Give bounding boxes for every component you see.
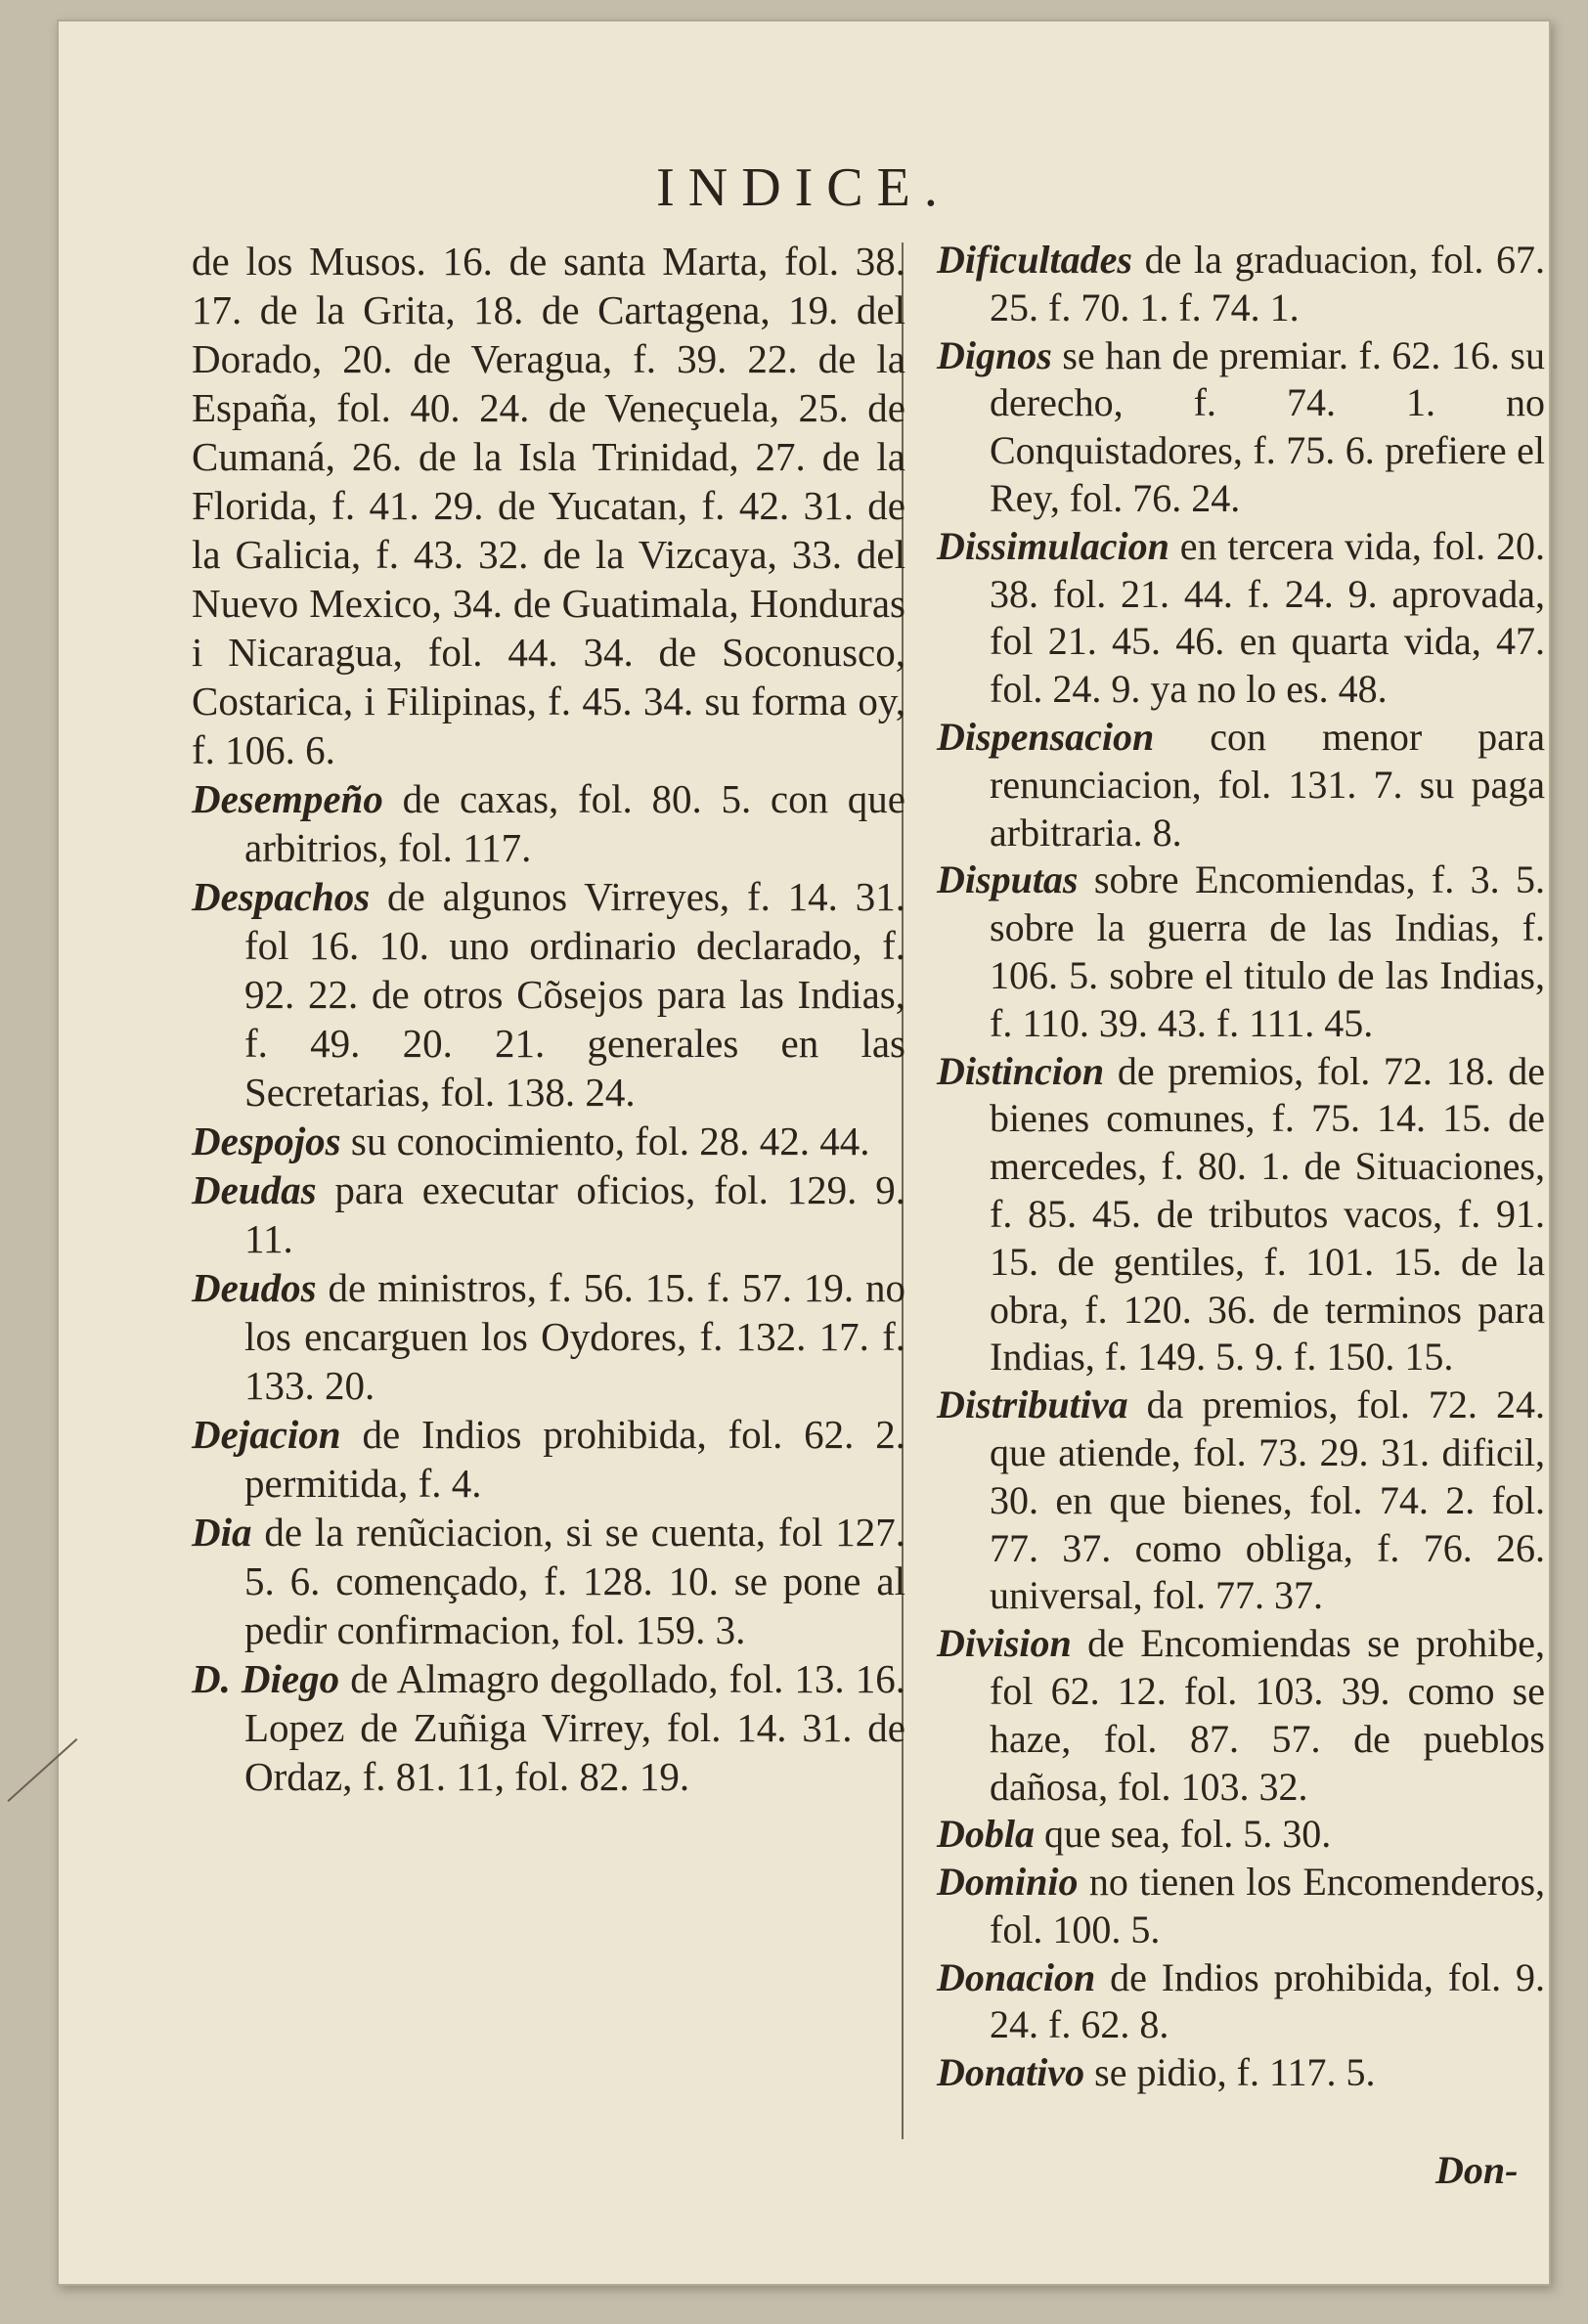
index-entry — [192, 1117, 905, 1165]
index-entry — [192, 1165, 905, 1263]
index-term: Despojos — [192, 1118, 341, 1164]
index-entry — [192, 872, 905, 1117]
index-term: Donacion — [937, 1954, 1096, 1999]
index-term: Dia — [192, 1510, 252, 1556]
index-term: D. Diego — [192, 1656, 340, 1702]
index-term: Dispensacion — [937, 714, 1155, 759]
index-term: Desempeño — [192, 776, 383, 822]
index-term: Dobla — [937, 1812, 1035, 1857]
index-entry — [937, 1954, 1545, 2050]
index-entry — [937, 332, 1545, 523]
index-text: de Encomiendas se prohibe, fol 62. 12. fol. 103. 39. como se haze, fol. 87. 57. de pueblos dañosa, fol. 103. 32. — [990, 1621, 1546, 1809]
index-text: de la renũciacion, si se cuenta, fol 127. 5. 6. començado, f. 128. 10. se pone al pedir confirmacion, fol. 159. 3. — [244, 1510, 906, 1653]
index-text: que sea, fol. 5. 30. — [1044, 1812, 1332, 1857]
index-text: de la graduacion, fol. 67. 25. f. 70. 1. f. 74. 1. — [990, 238, 1546, 329]
index-text: de caxas, fol. 80. 5. con que arbitrios, fol. 117. — [244, 776, 906, 871]
index-text: para executar oficios, fol. 129. 9. 11. — [244, 1167, 905, 1262]
index-term: Division — [937, 1621, 1072, 1666]
index-entry — [937, 237, 1545, 332]
left-column — [192, 237, 905, 1802]
index-term: Deudos — [192, 1265, 317, 1311]
index-term: Distincion — [937, 1048, 1105, 1093]
index-term: Despachos — [192, 874, 371, 920]
index-entry — [192, 774, 905, 872]
index-entry — [937, 1811, 1545, 1859]
index-text: de Indios prohibida, fol. 9. 24. f. 62. 8. — [990, 1954, 1545, 2047]
index-entry — [937, 2049, 1545, 2097]
right-column — [937, 237, 1545, 2097]
index-entry — [192, 1263, 905, 1410]
index-term: Dignos — [937, 332, 1052, 377]
index-term: Disputas — [937, 857, 1079, 902]
index-text: en tercera vida, fol. 20. 38. fol. 21. 44. f. 24. 9. aprovada, fol 21. 45. 46. en quarta vida, 47. fol. 24. 9. ya no lo es. 48. — [990, 523, 1546, 712]
book-page — [57, 20, 1551, 2286]
index-text: de ministros, f. 56. 15. f. 57. 19. no los encarguen los Oydores, f. 132. 17. f. 133. 20. — [244, 1265, 906, 1409]
index-entry — [192, 237, 905, 774]
catchword: Don- — [1435, 2148, 1519, 2192]
index-entry — [192, 1410, 905, 1508]
index-term: Dissimulacion — [937, 523, 1169, 568]
index-text: su conocimiento, fol. 28. 42. 44. — [350, 1118, 870, 1164]
index-text: de premios, fol. 72. 18. de bienes comunes, f. 75. 14. 15. de mercedes, f. 80. 1. de Situaciones, f. 85. 45. de tributos vacos, f. 91. 15. de gentiles, f. 101. 15. de la obra, f. 120. 36. de terminos para Indias, f. 149. 5. 9. f. 150. 15. — [990, 1048, 1545, 1380]
index-entry — [937, 1048, 1545, 1382]
index-term: Dejacion — [192, 1412, 341, 1458]
index-entry — [192, 1654, 905, 1801]
index-text: de Almagro degollado, fol. 13. 16. Lopez de Zuñiga Virrey, fol. 14. 31. de Ordaz, f. 81. 11, fol. 82. 19. — [244, 1656, 905, 1800]
index-entry — [937, 523, 1545, 714]
index-text: no tienen los Encomenderos, fol. 100. 5. — [990, 1860, 1546, 1951]
index-text: de los Musos. 16. de santa Marta, fol. 38. 17. de la Grita, 18. de Cartagena, 19. del Dorado, 20. de Veragua, f. 39. 22. de la España, fol. 40. 24. de Veneçuela, 25. de Cumaná, 26. de la Isla Trinidad, 27. de la Florida, f. 41. 29. de Yucatan, f. 42. 31. de la Galicia, f. 43. 32. de la Vizcaya, 33. del Nuevo Mexico, 34. de Guatimala, Honduras i Nicaragua, fol. 44. 34. de Soconusco, Costarica, i Filipinas, f. 45. 34. su forma oy, f. 106. 6. — [192, 239, 905, 773]
index-term: Dominio — [937, 1860, 1079, 1905]
index-text: de algunos Virreyes, f. 14. 31. fol 16. 10. uno ordinario declarado, f. 92. 22. de otros Cõsejos para las Indias, f. 49. 20. 21. generales en las Secretarias, fol. 138. 24. — [244, 874, 905, 1116]
index-text: se pidio, f. 117. 5. — [1094, 2050, 1376, 2095]
index-text: con menor para renunciacion, fol. 131. 7. su paga arbitraria. 8. — [990, 714, 1545, 855]
index-text: sobre Encomiendas, f. 3. 5. sobre la guerra de las Indias, f. 106. 5. sobre el titulo de las Indias, f. 110. 39. 43. f. 111. 45. — [990, 857, 1546, 1045]
index-text: da premios, fol. 72. 24. que atiende, fol. 73. 29. 31. dificil, 30. en que bienes, fol. 74. 2. fol. 77. 37. como obliga, f. 76. 26. universal, fol. 77. 37. — [990, 1382, 1546, 1618]
index-entry — [937, 856, 1545, 1047]
index-entry — [937, 1381, 1545, 1620]
index-entry — [937, 1859, 1545, 1954]
index-term: Donativo — [937, 2050, 1085, 2095]
index-term: Distributiva — [937, 1382, 1128, 1427]
index-entry — [937, 714, 1545, 856]
index-term: Deudas — [192, 1167, 317, 1213]
index-text: se han de premiar. f. 62. 16. su derecho, f. 74. 1. no Conquistadores, f. 75. 6. prefiere el Rey, fol. 76. 24. — [990, 332, 1546, 520]
index-text: de Indios prohibida, fol. 62. 2. permitida, f. 4. — [244, 1412, 905, 1507]
page-header: INDICE. — [656, 157, 951, 218]
index-entry — [192, 1508, 905, 1654]
index-term: Dificultades — [937, 238, 1132, 282]
index-entry — [937, 1620, 1545, 1811]
